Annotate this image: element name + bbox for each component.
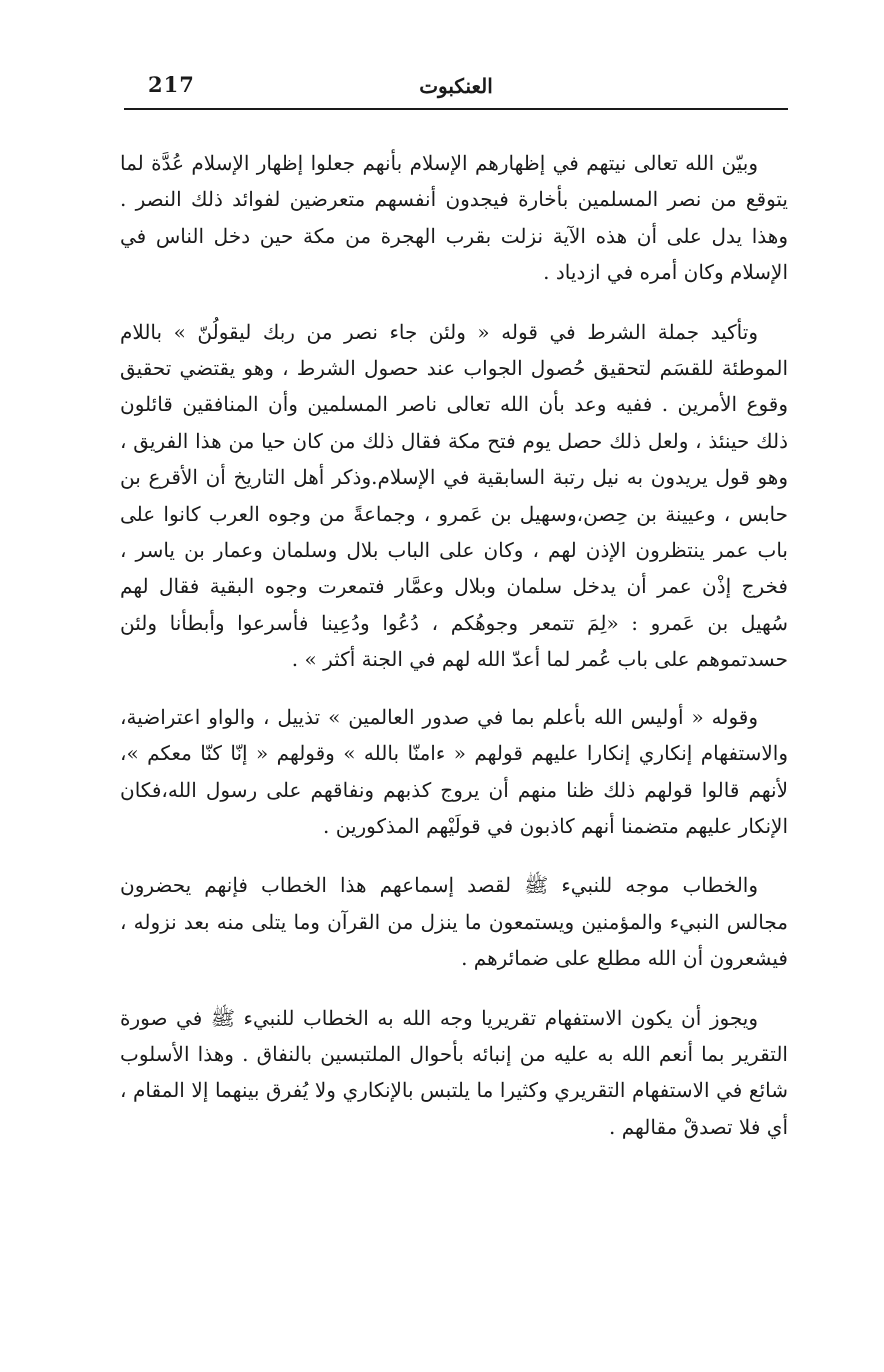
page-header — [124, 64, 788, 108]
paragraph-1: وبيّن الله تعالى نيتهم في إظهارهم الإسلام بأنهم جعلوا إظهار الإسلام عُدَّة لما يتوقع من نصر المسلمين بأخارة فيجدون أنفسهم متعرضين لفوائد ذلك النصر . وهذا يدل على أن هذه الآية نزلت بقرب الهجرة من مكة حين دخل الناس في الإسلام وكان أمره في ازدياد . — [120, 151, 788, 285]
header-rule — [124, 108, 788, 110]
paragraph-3: وقوله « أوليس الله بأعلم بما في صدور العالمين » تذييل ، والواو اعتراضية، والاستفهام إنكاري إنكارا عليهم قولهم « ءامنّا بالله » وقولهم « إنّا كنّا معكم »، لأنهم قالوا قولهم ذلك ظنا منهم أن يروج كذبهم ونفاقهم على رسول الله،فكان الإنكار عليهم متضمنا أنهم كاذبون في قولَيْهم المذكورين . — [120, 704, 788, 838]
paragraph-2: وتأكيد جملة الشرط في قوله « ولئن جاء نصر من ربك ليقولُنّ » باللام الموطئة للقسَم لتحقيق حُصول الجواب عند حصول الشرط ، وهو يقتضي تحقيق وقوع الأمرين . ففيه وعد بأن الله تعالى ناصر المسلمين وأن المنافقين قائلون ذلك حينئذ ، ولعل ذلك حصل يوم فتح مكة فقال ذلك من كان حيا من هذا الفريق ، وهو قول يريدون به نيل رتبة السابقية في الإسلام.وذكر أهل التاريخ أن الأقرع بن حابس ، وعيينة بن حِصن،وسهيل بن عَمرو ، وجماعةً من وجوه العرب كانوا على باب عمر ينتظرون الإذن لهم ، وكان على الباب بلال وسلمان وعمار بن ياسر ، فخرج إذْن عمر أن يدخل سلمان وبلال وعمَّار فتمعرت وجوه البقية فقال لهم سُهيل بن عَمرو : «لِمَ تتمعر وجوهُكم ، دُعُوا ودُعِينا فأسرعوا وأبطأنا ولئن حسدتموهم على باب عُمر لما أعدّ الله لهم في الجنة أكثر » . — [120, 319, 788, 672]
page-number: 217 — [148, 72, 195, 97]
running-title: العنكبوت — [419, 74, 493, 98]
paragraph-4: والخطاب موجه للنبيء ﷺ لقصد إسماعهم هذا الخطاب فإنهم يحضرون مجالس النبيء والمؤمنين ويستمعون ما ينزل من القرآن وما يتلى منه بعد نزوله ، فيشعرون أن الله مطلع على ضمائرهم . — [120, 873, 788, 971]
body-text — [120, 145, 788, 1168]
paragraph-5: ويجوز أن يكون الاستفهام تقريريا وجه الله به الخطاب للنبيء ﷺ في صورة التقرير بما أنعم الله به عليه من إنبائه بأحوال الملتبسين بالنفاق . وهذا الأسلوب شائع في الاستفهام التقريري وكثيرا ما يلتبس بالإنكاري ولا يُفرق بينهما إلا المقام ، أي فلا تصدقْ مقالهم . — [120, 1005, 788, 1139]
